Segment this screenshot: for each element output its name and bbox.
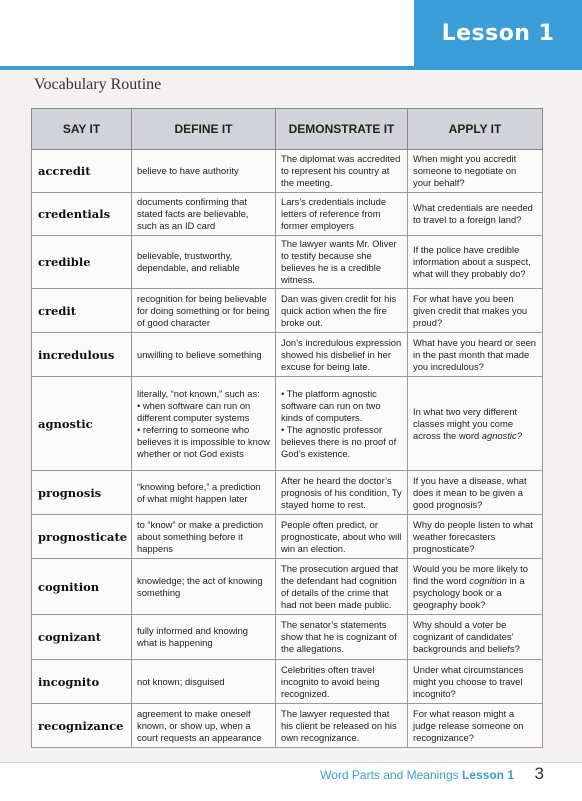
question-cell: For what reason might a judge release someone on recognizance? xyxy=(408,704,543,748)
vocab-word: agnostic xyxy=(32,377,132,471)
page-title: Vocabulary Routine xyxy=(34,76,162,93)
definition-cell: agreement to make oneself known, or show up, when a court requests an appearance xyxy=(132,704,276,748)
question-text: In what two very different classes might you come across the word xyxy=(413,405,518,441)
question-cell: For what have you been given credit that makes you proud? xyxy=(408,289,543,333)
table-row xyxy=(32,289,543,333)
table-row xyxy=(32,559,543,615)
example-cell: People often predict, or prognosticate, about who will win an election. xyxy=(276,515,408,559)
page-number: 3 xyxy=(534,764,544,783)
table-row xyxy=(32,471,543,515)
question-cell: Why do people listen to what weather forecasters prognosticate? xyxy=(408,515,543,559)
column-header-demonstrate-it: DEMONSTRATE IT xyxy=(276,109,408,150)
definition-cell: not known; disguised xyxy=(132,660,276,704)
table-row xyxy=(32,193,543,236)
column-header-define-it: DEFINE IT xyxy=(132,109,276,150)
example-cell: After he heard the doctor’s prognosis of his condition, Ty stayed home to rest. xyxy=(276,471,408,515)
definition-cell: recognition for being believable for doing something or for being of good character xyxy=(132,289,276,333)
table-header-row xyxy=(32,109,543,150)
definition-intro: literally, “not known,” such as: xyxy=(137,387,260,399)
definition-cell: to “know” or make a prediction about something before it happens xyxy=(132,515,276,559)
question-italic-word: cognition xyxy=(469,574,507,586)
definition-cell xyxy=(132,377,276,471)
example-cell: The prosecution argued that the defendant had cognition of details of the crime that had not been made public. xyxy=(276,559,408,615)
table-row xyxy=(32,150,543,193)
vocab-word: prognosis xyxy=(32,471,132,515)
question-text: Would you be more likely to find the word xyxy=(413,562,528,586)
vocab-word: credentials xyxy=(32,193,132,236)
example-cell xyxy=(276,377,408,471)
question-cell xyxy=(408,559,543,615)
vocabulary-table xyxy=(31,108,543,748)
vocab-word: incognito xyxy=(32,660,132,704)
question-cell: What have you heard or seen in the past month that made you incredulous? xyxy=(408,333,543,377)
table-row xyxy=(32,615,543,660)
definition-cell: documents confirming that stated facts are believable, such as an ID card xyxy=(132,193,276,236)
example-bullet: • The platform agnostic software can run on two kinds of computers. xyxy=(281,387,381,423)
definition-cell: unwilling to believe something xyxy=(132,333,276,377)
footer-book-title: Word Parts and Meanings xyxy=(320,768,459,782)
lesson-tab: Lesson 1 xyxy=(414,0,582,66)
example-cell: The lawyer wants Mr. Oliver to testify because she believes he is a credible witness. xyxy=(276,236,408,289)
question-cell: When might you accredit someone to negotiate on your behalf? xyxy=(408,150,543,193)
example-cell: The senator’s statements show that he is cognizant of the allegations. xyxy=(276,615,408,660)
table-row xyxy=(32,660,543,704)
example-cell: Celebrities often travel incognito to avoid being recognized. xyxy=(276,660,408,704)
definition-cell: believe to have authority xyxy=(132,150,276,193)
column-header-apply-it: APPLY IT xyxy=(408,109,543,150)
vocab-word: credit xyxy=(32,289,132,333)
vocab-word: prognosticate xyxy=(32,515,132,559)
question-cell: What credentials are needed to travel to a foreign land? xyxy=(408,193,543,236)
table-row xyxy=(32,377,543,471)
question-text: in a psychology book or a geography book? xyxy=(413,574,525,610)
vocab-word: incredulous xyxy=(32,333,132,377)
definition-cell: knowledge; the act of knowing something xyxy=(132,559,276,615)
example-cell: The diplomat was accredited to represent his country at the meeting. xyxy=(276,150,408,193)
example-bullet: • The agnostic professor believes there is no proof of God’s existence. xyxy=(281,423,397,459)
vocab-word: cognizant xyxy=(32,615,132,660)
header-rule xyxy=(0,66,582,70)
vocab-word: recognizance xyxy=(32,704,132,748)
table-row xyxy=(32,704,543,748)
question-cell: Why should a voter be cognizant of candidates’ backgrounds and beliefs? xyxy=(408,615,543,660)
footer-lesson: Lesson 1 xyxy=(461,768,514,782)
question-italic-word: agnostic? xyxy=(481,429,522,441)
vocab-word: cognition xyxy=(32,559,132,615)
vocab-word: credible xyxy=(32,236,132,289)
example-cell: Dan was given credit for his quick action when the fire broke out. xyxy=(276,289,408,333)
question-cell: Under what circumstances might you choose to travel incognito? xyxy=(408,660,543,704)
question-cell xyxy=(408,377,543,471)
example-cell: The lawyer requested that his client be released on his own recognizance. xyxy=(276,704,408,748)
definition-bullet: • when software can run on different computer systems xyxy=(137,399,251,423)
table-row xyxy=(32,333,543,377)
example-cell: Jon’s incredulous expression showed his disbelief in her excuse for being late. xyxy=(276,333,408,377)
definition-bullet: • referring to someone who believes it is impossible to know whether or not God exists xyxy=(137,423,270,459)
question-cell: If the police have credible information about a suspect, what will they probably do? xyxy=(408,236,543,289)
table-row xyxy=(32,515,543,559)
definition-cell: fully informed and knowing what is happening xyxy=(132,615,276,660)
example-cell: Lars’s credentials include letters of reference from former employers xyxy=(276,193,408,236)
definition-cell: believable, trustworthy, dependable, and reliable xyxy=(132,236,276,289)
table-row xyxy=(32,236,543,289)
footer-title xyxy=(320,768,514,782)
definition-cell: “knowing before,” a prediction of what might happen later xyxy=(132,471,276,515)
vocab-word: accredit xyxy=(32,150,132,193)
question-cell: If you have a disease, what does it mean to be given a good prognosis? xyxy=(408,471,543,515)
column-header-say-it: SAY IT xyxy=(32,109,132,150)
